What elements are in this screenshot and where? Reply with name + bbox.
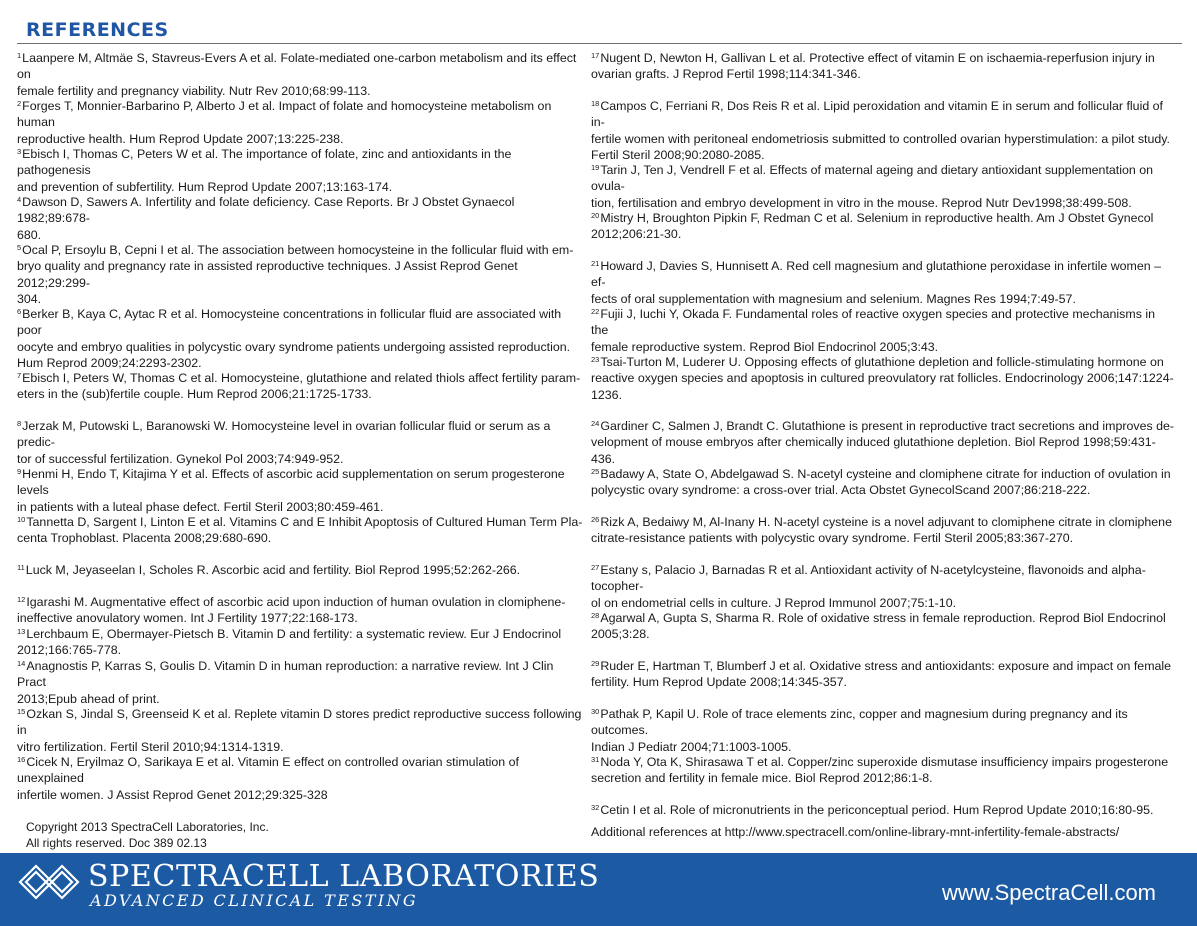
additional-references-link[interactable]: Additional references at http://www.spectracell.com/online-library-mnt-infertility-female-abstracts/	[591, 825, 1120, 839]
reference-item	[17, 306, 585, 371]
reference-text: Henmi H, Endo T, Kitajima Y et al. Effects of ascorbic acid supplementation on serum progesterone levels in patients with a luteal phase defect. Fertil Steril 2003;80:459-461.	[17, 467, 565, 514]
reference-number: 4	[17, 195, 22, 204]
reference-number: 30	[591, 707, 600, 716]
reference-item	[17, 242, 585, 307]
reference-item	[591, 418, 1175, 467]
reference-text: Tannetta D, Sargent I, Linton E et al. Vitamins C and E Inhibit Apoptosis of Cultured Human Term Pla- centa Trophoblast. Placenta 2008;29:680-690.	[17, 515, 583, 546]
reference-item	[591, 514, 1175, 547]
reference-number: 8	[17, 419, 22, 428]
reference-item	[591, 706, 1175, 755]
reference-text: Berker B, Kaya C, Aytac R et al. Homocysteine concentrations in follicular fluid are associated with poor oocyte and embryo qualities in polycystic ovary syndrome patients undergoing assisted reproduction. Hum Reprod 2009;24:2293-2302.	[17, 307, 571, 370]
reference-number: 10	[17, 515, 26, 524]
reference-item	[591, 162, 1175, 211]
reference-item	[591, 562, 1175, 611]
reference-text: Jerzak M, Putowski L, Baranowski W. Homocysteine level in ovarian follicular fluid or serum as a predic- tor of successful fertilization. Gynekol Pol 2003;74:949-952.	[17, 419, 551, 466]
reference-text: Howard J, Davies S, Hunnisett A. Red cell magnesium and glutathione peroxidase in infertile women – ef- fects of oral supplementation with magnesium and selenium. Magnes Res 1994;7:49-57.	[591, 259, 1161, 306]
reference-number: 25	[591, 467, 600, 476]
brand-name: SPECTRACELL LABORATORIES	[88, 859, 600, 894]
reference-number: 17	[591, 51, 600, 60]
copyright-notice: Copyright 2013 SpectraCell Laboratories, Inc. All rights reserved. Doc 389 02.13	[26, 820, 269, 850]
reference-text: Pathak P, Kapil U. Role of trace elements zinc, copper and magnesium during pregnancy and its outcomes. Indian J Pediatr 2004;71:1003-1005.	[591, 707, 1128, 754]
reference-item	[591, 50, 1175, 83]
reference-item	[17, 146, 585, 195]
reference-number: 5	[17, 243, 22, 252]
reference-number: 28	[591, 611, 600, 620]
reference-number: 32	[591, 803, 600, 812]
reference-number: 29	[591, 659, 600, 668]
reference-number: 12	[17, 595, 26, 604]
reference-text: Tsai-Turton M, Luderer U. Opposing effects of glutathione depletion and follicle-stimulating hormone on reactive oxygen species and apoptosis in cultured preovulatory rat follicles. Endocrinology 2006;147:1224- 1236.	[591, 355, 1174, 402]
reference-text: Fujii J, Iuchi Y, Okada F. Fundamental roles of reactive oxygen species and protective mechanisms in the female reproductive system. Reprod Biol Endocrinol 2005;3:43.	[591, 307, 1155, 354]
reference-item	[591, 754, 1175, 787]
reference-item	[591, 306, 1175, 355]
reference-number: 18	[591, 99, 600, 108]
reference-text: Gardiner C, Salmen J, Brandt C. Glutathione is present in reproductive tract secretions and improves de- velopment of mouse embryos after chemically induced glutathione depletion. Biol Reprod 1998;59:431-436.	[591, 419, 1175, 466]
reference-number: 1	[17, 51, 22, 60]
reference-number: 24	[591, 419, 600, 428]
reference-number: 14	[17, 659, 26, 668]
reference-text: Ocal P, Ersoylu B, Cepni I et al. The association between homocysteine in the follicular fluid with em- bryo quality and pregnancy rate in assisted reproductive techniques. J Assist Reprod Genet 2012;29:299- 304.	[17, 243, 574, 306]
reference-item	[591, 658, 1175, 691]
reference-number: 6	[17, 307, 22, 316]
reference-text: Cetin I et al. Role of micronutrients in the periconceptual period. Hum Reprod Update 2010;16:80-95.	[600, 803, 1154, 817]
reference-number: 11	[17, 563, 25, 572]
reference-text: Forges T, Monnier-Barbarino P, Alberto J et al. Impact of folate and homocysteine metabolism on human reproductive health. Hum Reprod Update 2007;13:225-238.	[17, 99, 552, 146]
reference-item	[591, 210, 1175, 243]
reference-item	[17, 98, 585, 147]
reference-item	[17, 194, 585, 243]
reference-item	[17, 658, 585, 707]
reference-text: Anagnostis P, Karras S, Goulis D. Vitamin D in human reproduction: a narrative review. Int J Clin Pract 2013;Epub ahead of print.	[17, 659, 554, 706]
reference-text: Nugent D, Newton H, Gallivan L et al. Protective effect of vitamin E on ischaemia-reperfusion injury in ovarian grafts. J Reprod Fertil 1998;114:341-346.	[591, 51, 1155, 82]
reference-text: Ebisch I, Thomas C, Peters W et al. The importance of folate, zinc and antioxidants in the pathogenesis and prevention of subfertility. Hum Reprod Update 2007;13:163-174.	[17, 147, 512, 194]
reference-number: 21	[591, 259, 600, 268]
footer-banner	[0, 853, 1197, 926]
reference-item	[591, 610, 1175, 643]
reference-number: 22	[591, 307, 600, 316]
reference-text: Igarashi M. Augmentative effect of ascorbic acid upon induction of human ovulation in clomiphene- ineffective anovulatory women. Int J Fertility 1977;22:168-173.	[17, 595, 566, 626]
reference-text: Luck M, Jeyaseelan I, Scholes R. Ascorbic acid and fertility. Biol Reprod 1995;52:262-266.	[25, 563, 521, 577]
reference-text: Tarin J, Ten J, Vendrell F et al. Effects of maternal ageing and dietary antioxidant supplementation on ovula- tion, fertilisation and embryo development in vitro in the mouse. Reprod Nutr Dev1998;38:499-508.	[591, 163, 1153, 210]
reference-number: 26	[591, 515, 600, 524]
reference-item	[591, 258, 1175, 307]
reference-number: 16	[17, 755, 26, 764]
reference-item	[17, 50, 585, 99]
reference-text: Mistry H, Broughton Pipkin F, Redman C et al. Selenium in reproductive health. Am J Obstet Gynecol 2012;206:21-30.	[591, 211, 1154, 242]
reference-text: Laanpere M, Altmäe S, Stavreus-Evers A et al. Folate-mediated one-carbon metabolism and its effect on female fertility and pregnancy viability. Nutr Rev 2010;68:99-113.	[17, 51, 577, 98]
reference-number: 9	[17, 467, 22, 476]
reference-number: 27	[591, 563, 600, 572]
reference-item	[591, 466, 1175, 499]
reference-item	[17, 754, 585, 803]
reference-item	[17, 706, 585, 755]
reference-number: 13	[17, 627, 26, 636]
reference-text: Ruder E, Hartman T, Blumberf J et al. Oxidative stress and antioxidants: exposure and impact on female fertility. Hum Reprod Update 2008;14:345-357.	[591, 659, 1172, 690]
reference-item	[17, 418, 585, 467]
reference-text: Lerchbaum E, Obermayer-Pietsch B. Vitamin D and fertility: a systematic review. Eur J Endocrinol 2012;166:765-778.	[17, 627, 562, 658]
reference-number: 20	[591, 211, 600, 220]
reference-text: Agarwal A, Gupta S, Sharma R. Role of oxidative stress in female reproduction. Reprod Biol Endocrinol 2005;3:28.	[591, 611, 1166, 642]
brand-tagline: ADVANCED CLINICAL TESTING	[90, 891, 419, 910]
website-link[interactable]: www.SpectraCell.com	[942, 880, 1156, 905]
reference-text: Cicek N, Eryilmaz O, Sarikaya E et al. Vitamin E effect on controlled ovarian stimulation of unexplained infertile women. J Assist Reprod Genet 2012;29:325-328	[17, 755, 519, 802]
reference-item	[591, 98, 1175, 163]
reference-text: Rizk A, Bedaiwy M, Al-Inany H. N-acetyl cysteine is a novel adjuvant to clomiphene citrate in clomiphene citrate-resistance patients with polycystic ovary syndrome. Fertil Steril 2005;83:367-270.	[591, 515, 1172, 546]
reference-item	[17, 626, 585, 659]
reference-number: 19	[591, 163, 600, 172]
reference-item	[591, 354, 1175, 403]
reference-text: Noda Y, Ota K, Shirasawa T et al. Copper/zinc superoxide dismutase insufficiency impairs progesterone secretion and fertility in female mice. Biol Reprod 2012;86:1-8.	[591, 755, 1169, 786]
reference-text: Ebisch I, Peters W, Thomas C et al. Homocysteine, glutathione and related thiols affect fertility param- eters in the (sub)fertile couple. Hum Reprod 2006;21:1725-1733.	[17, 371, 581, 402]
reference-text: Estany s, Palacio J, Barnadas R et al. Antioxidant activity of N-acetylcysteine, flavonoids and alpha-tocopher- ol on endometrial cells in culture. J Reprod Immunol 2007;75:1-10.	[591, 563, 1146, 610]
reference-number: 2	[17, 99, 22, 108]
reference-text: Badawy A, State O, Abdelgawad S. N-acetyl cysteine and clomiphene citrate for induction of ovulation in polycystic ovary syndrome: a cross-over trial. Acta Obstet GynecolScand 2007;86:218-222.	[591, 467, 1171, 498]
heading-divider	[17, 43, 1182, 44]
reference-text: Dawson D, Sawers A. Infertility and folate deficiency. Case Reports. Br J Obstet Gynaecol 1982;89:678- 680.	[17, 195, 515, 242]
reference-number: 15	[17, 707, 26, 716]
reference-text: Ozkan S, Jindal S, Greenseid K et al. Replete vitamin D stores predict reproductive success following in vitro fertilization. Fertil Steril 2010;94:1314-1319.	[17, 707, 582, 754]
reference-number: 31	[591, 755, 600, 764]
reference-text: Campos C, Ferriani R, Dos Reis R et al. Lipid peroxidation and vitamin E in serum and follicular fluid of in- fertile women with peritoneal endometriosis submitted to controlled ovarian hyperstimulation: a pilot study. Fertil Steril 2008;90:2080-2085.	[591, 99, 1170, 162]
page-heading: REFERENCES	[26, 19, 169, 41]
reference-item	[591, 802, 1175, 818]
reference-item	[17, 370, 585, 403]
reference-item	[17, 562, 585, 578]
reference-item	[17, 594, 585, 627]
reference-number: 7	[17, 371, 22, 380]
reference-number: 3	[17, 147, 22, 156]
spectracell-logo-icon	[16, 862, 82, 902]
reference-number: 23	[591, 355, 600, 364]
reference-item	[17, 514, 585, 547]
reference-item	[17, 466, 585, 515]
